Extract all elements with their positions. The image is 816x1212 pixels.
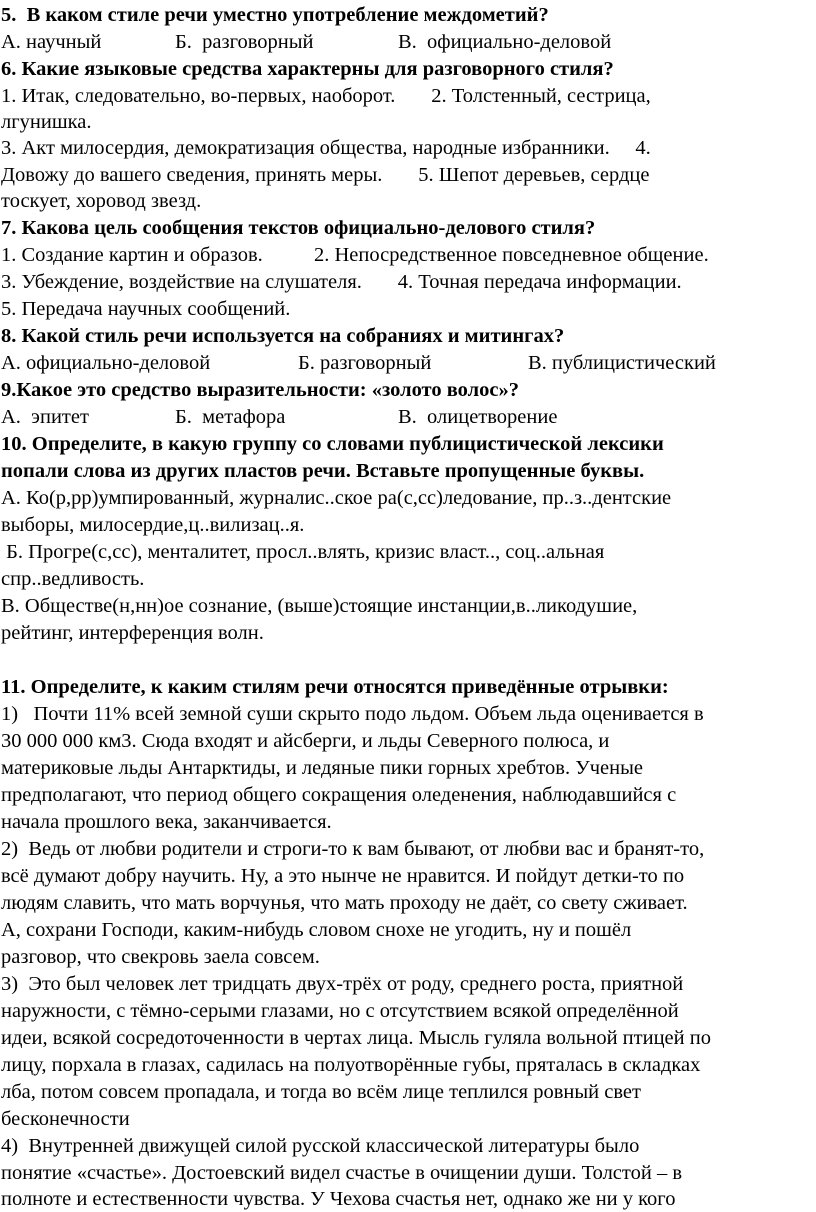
question-10-line: А. Ко(р,рр)умпированный, журналис..ское ра(с,сс)ледование, пр..з..дентские xyxy=(1,487,672,509)
question-5-option-c: В. официально-деловой xyxy=(398,31,612,53)
question-11-line: начала прошлого века, заканчивается. xyxy=(1,811,332,833)
question-5-option-b: Б. разговорный xyxy=(175,31,314,53)
question-9-title: 9.Какое это средство выразительности: «золото волос»? xyxy=(1,379,519,401)
question-10-title: попали слова из других пластов речи. Вставьте пропущенные буквы. xyxy=(1,460,645,482)
question-11-line: всё думают добру научить. Ну, а это нынче не нравится. И пойдут детки-то по xyxy=(1,865,685,887)
question-11-line: лицу, порхала в глазах, садилась на полуотворённые губы, пряталась в складках xyxy=(1,1054,701,1076)
question-11-line: разговор, что свекровь заела совсем. xyxy=(1,946,320,968)
question-11-line: наружности, с тёмно-серыми глазами, но с отсутствием всякой определённой xyxy=(1,1000,679,1022)
question-10-line: рейтинг, интерференция волн. xyxy=(1,622,264,644)
question-6-line: 1. Итак, следовательно, во-первых, наоборот. 2. Толстенный, сестрица, xyxy=(1,85,651,107)
question-11-title: 11. Определите, к каким стилям речи относятся приведённые отрывки: xyxy=(1,676,669,698)
question-10-line: Б. Прогре(с,сс), менталитет, просл..влять, кризис власт.., соц..альная xyxy=(1,541,605,563)
question-11-line: понятие «счастье». Достоевский видел счастье в очищении души. Толстой – в xyxy=(1,1162,682,1184)
question-10-line: спр..ведливость. xyxy=(1,568,145,590)
question-11-line: материковые льды Антарктиды, и ледяные пики горных хребтов. Ученые xyxy=(1,757,643,779)
question-11-line: А, сохрани Господи, каким-нибудь словом снохе не угодить, ну и пошёл xyxy=(1,919,632,941)
question-6-line: Довожу до вашего сведения, принять меры. 5. Шепот деревьев, сердце xyxy=(1,164,650,186)
question-5-title: 5. В каком стиле речи уместно употребление междометий? xyxy=(1,4,549,26)
question-9-option-b: Б. метафора xyxy=(175,406,286,428)
question-8-title: 8. Какой стиль речи используется на собраниях и митингах? xyxy=(1,325,565,347)
question-6-title: 6. Какие языковые средства характерны для разговорного стиля? xyxy=(1,58,614,80)
question-9-option-c: В. олицетворение xyxy=(398,406,558,428)
question-11-line: 4) Внутренней движущей силой русской классической литературы было xyxy=(1,1135,640,1157)
question-5-option-a: А. научный xyxy=(1,31,102,53)
question-8-option-b: Б. разговорный xyxy=(298,352,432,374)
question-10-title: 10. Определите, в какую группу со словами публицистической лексики xyxy=(1,433,664,455)
question-7-line: 5. Передача научных сообщений. xyxy=(1,298,291,320)
question-11-line: 30 000 000 км3. Сюда входят и айсберги, и льды Северного полюса, и xyxy=(1,730,610,752)
question-7-line: 3. Убеждение, воздействие на слушателя. 4. Точная передача информации. xyxy=(1,271,682,293)
question-11-line: предполагают, что период общего сокращения оледенения, наблюдавшийся с xyxy=(1,784,677,806)
question-9-option-a: А. эпитет xyxy=(1,406,89,428)
question-8-option-c: В. публицистический xyxy=(528,352,716,374)
question-11-line: 2) Ведь от любви родители и строги-то к вам бывают, от любви вас и бранят-то, xyxy=(1,838,705,860)
question-8-option-a: А. официально-деловой xyxy=(1,352,211,374)
question-10-line: В. Обществе(н,нн)ое сознание, (выше)стоящие инстанции,в..ликодушие, xyxy=(1,595,638,617)
question-11-line: идеи, всякой сосредоточенности в чертах лица. Мысль гуляла вольной птицей по xyxy=(1,1027,711,1049)
question-11-line: 3) Это был человек лет тридцать двух-трёх от роду, среднего роста, приятной xyxy=(1,973,684,995)
question-7-title: 7. Какова цель сообщения текстов официально-делового стиля? xyxy=(1,217,596,239)
question-11-line: людям славить, что мать ворчунья, что мать проходу не даёт, со свету сживает. xyxy=(1,892,688,914)
question-11-line: полноте и естественности чувства. У Чехова счастья нет, однако же ни у кого xyxy=(1,1188,676,1210)
question-6-line: 3. Акт милосердия, демократизация общества, народные избранники. 4. xyxy=(1,137,651,159)
question-11-line: бесконечности xyxy=(1,1108,130,1130)
question-11-line: лба, потом совсем пропадала, и тогда во всём лице теплился ровный свет xyxy=(1,1081,641,1103)
question-6-line: тоскует, хоровод звезд. xyxy=(1,190,202,212)
question-11-line: 1) Почти 11% всей земной суши скрыто подо льдом. Объем льда оценивается в xyxy=(1,703,704,725)
question-6-line: лгунишка. xyxy=(1,111,92,133)
question-7-line: 1. Создание картин и образов. 2. Непосредственное повседневное общение. xyxy=(1,244,709,266)
question-10-line: выборы, милосердие,ц..вилизац..я. xyxy=(1,514,305,536)
